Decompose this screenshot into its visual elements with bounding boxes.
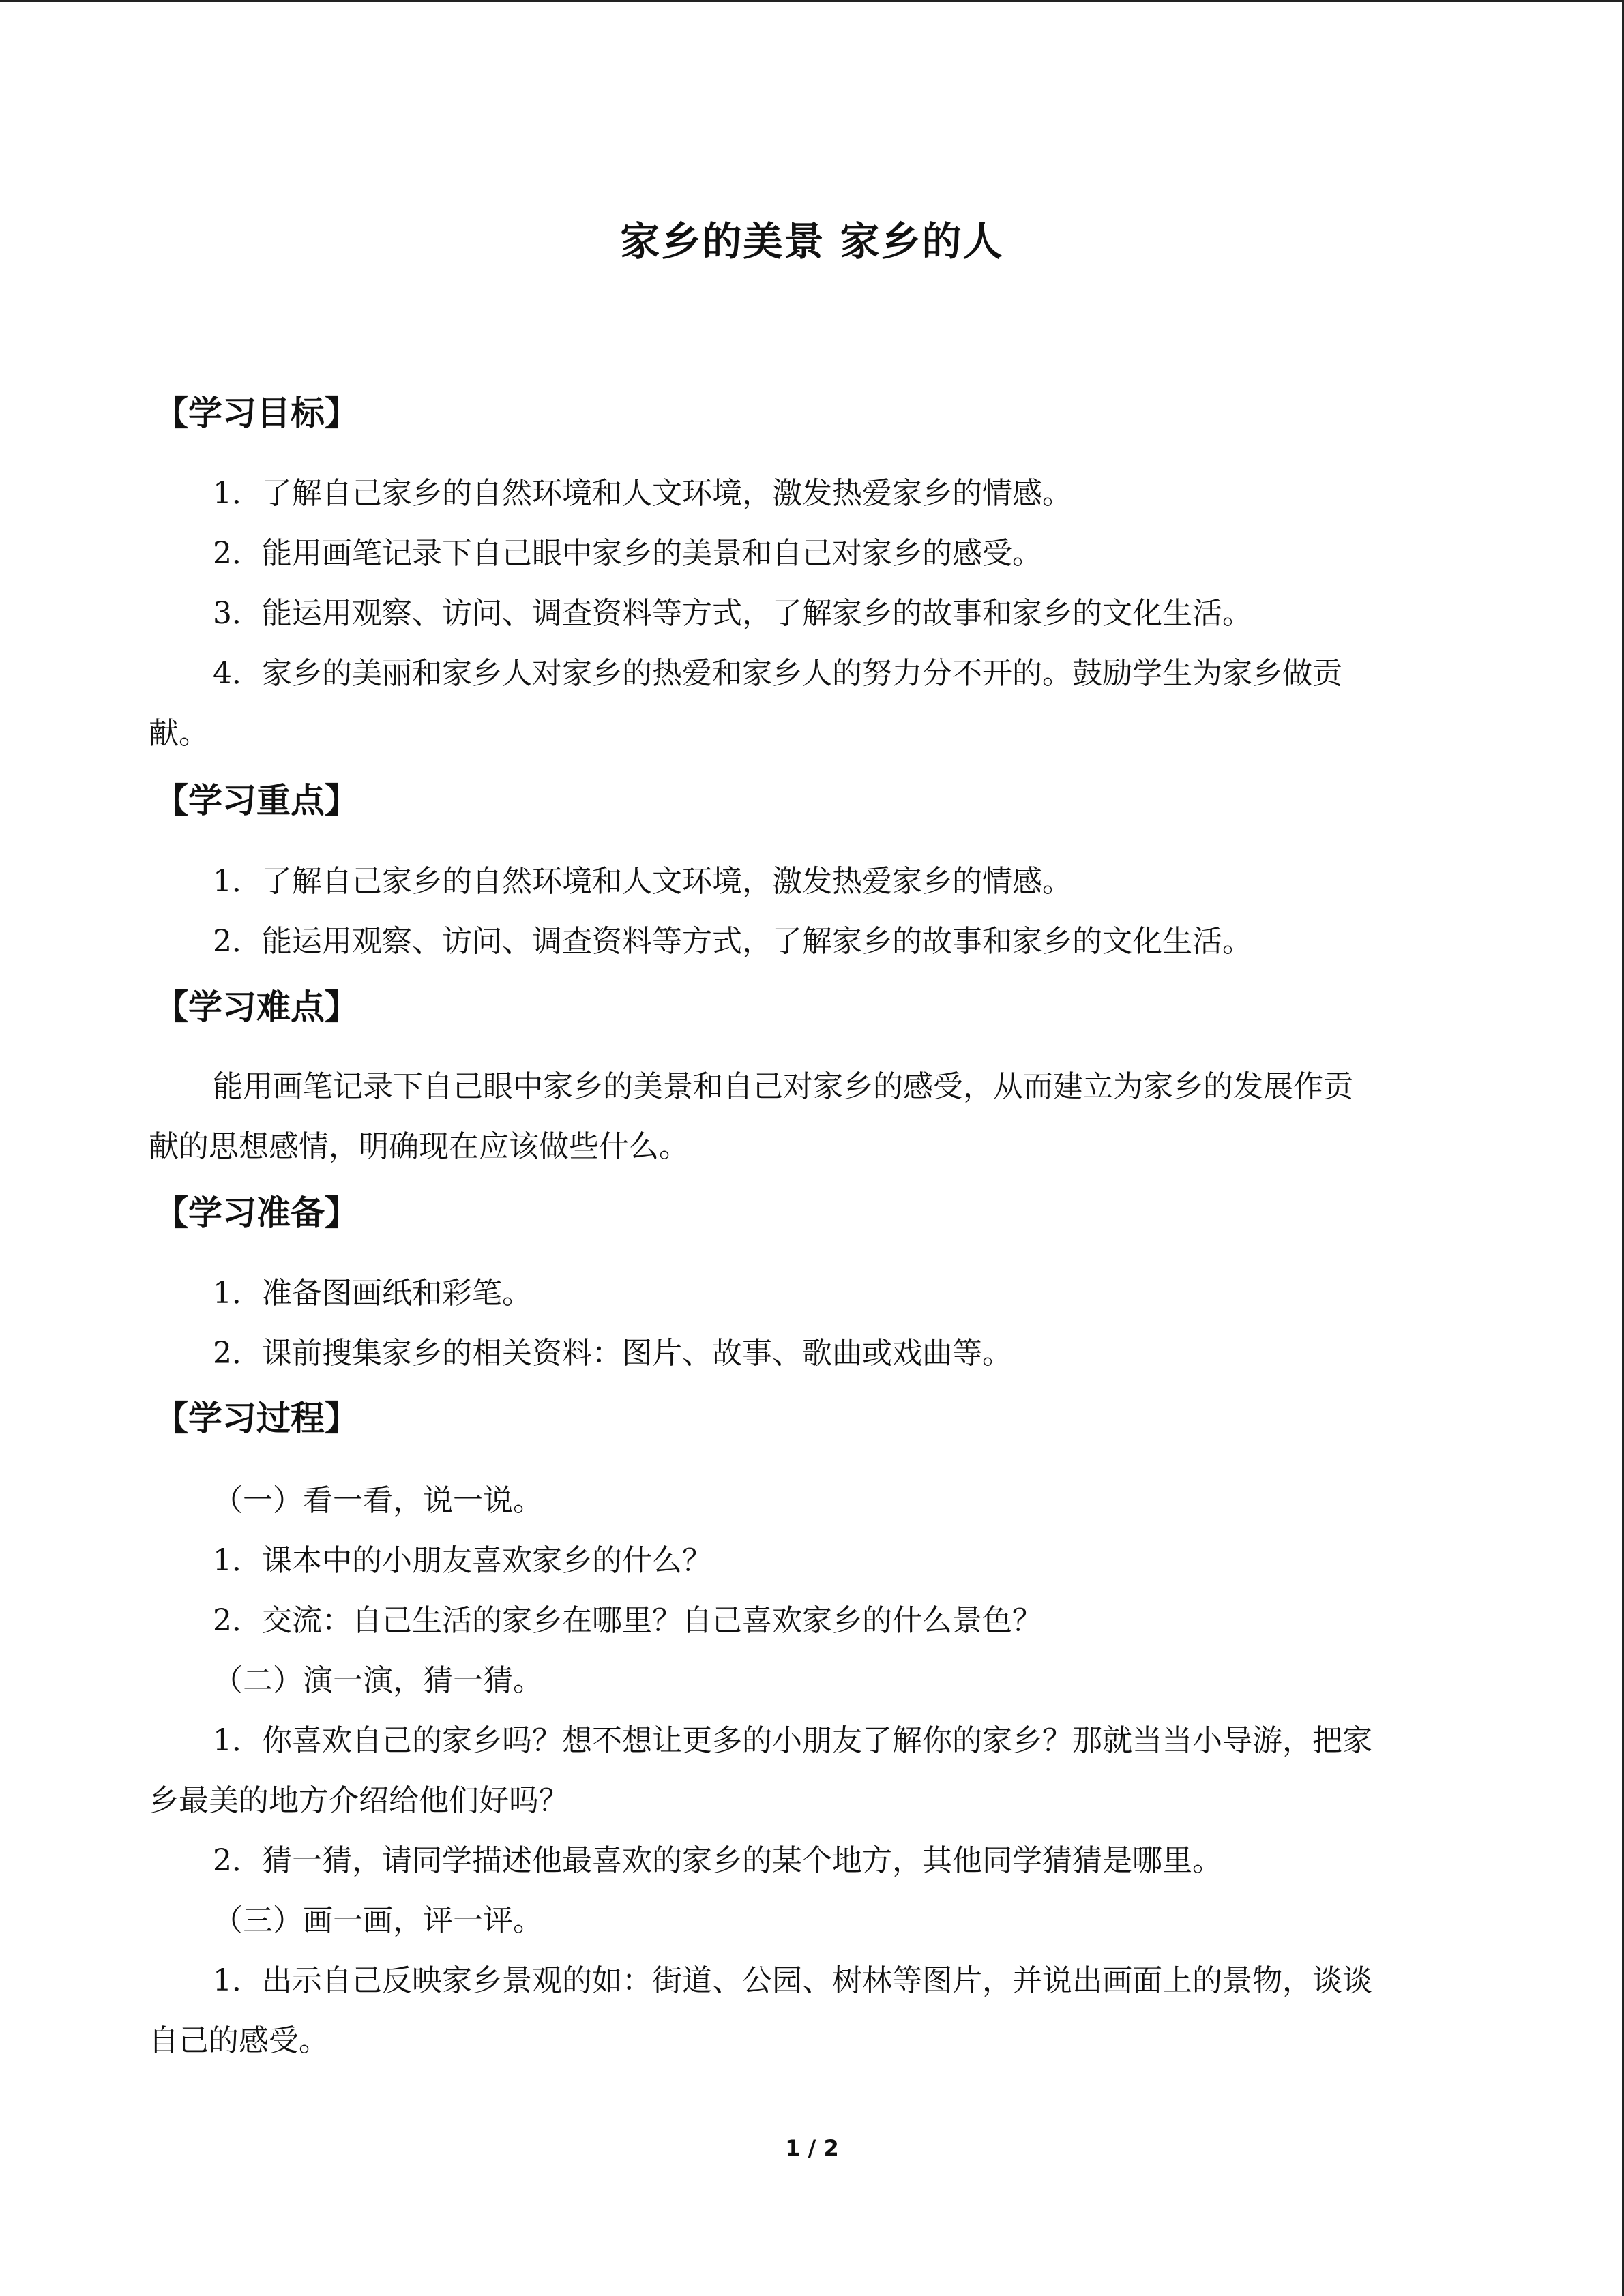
section-heading-process: 【学习过程】 [154, 1399, 359, 1438]
paragraph-line: 2．猜一猜，请同学描述他最喜欢的家乡的某个地方，其他同学猜猜是哪里。 [213, 1843, 1222, 1878]
paragraph-line: 1．你喜欢自己的家乡吗？想不想让更多的小朋友了解你的家乡？那就当当小导游，把家 [213, 1723, 1372, 1758]
section-heading-difficulties: 【学习难点】 [154, 987, 359, 1027]
paragraph-line: 能用画笔记录下自己眼中家乡的美景和自己对家乡的感受，从而建立为家乡的发展作贡 [213, 1069, 1353, 1104]
page-number: 1 / 2 [785, 2135, 839, 2161]
paragraph-line: 2．交流：自己生活的家乡在哪里？自己喜欢家乡的什么景色？ [213, 1603, 1042, 1638]
paragraph-line: 献的思想感情，明确现在应该做些什么。 [149, 1129, 689, 1164]
paragraph-line: 2．能运用观察、访问、调查资料等方式，了解家乡的故事和家乡的文化生活。 [213, 924, 1252, 959]
paragraph-line: 1．课本中的小朋友喜欢家乡的什么？ [213, 1543, 712, 1578]
section-heading-goals: 【学习目标】 [154, 393, 359, 433]
page-border-top [0, 0, 1624, 2]
paragraph-line: 1．了解自己家乡的自然环境和人文环境，激发热爱家乡的情感。 [213, 864, 1072, 899]
paragraph-line: （三）画一画，评一评。 [213, 1903, 543, 1938]
section-heading-key-points: 【学习重点】 [154, 781, 359, 820]
paragraph-line: 自己的感受。 [149, 2023, 329, 2058]
paragraph-line: 4．家乡的美丽和家乡人对家乡的热爱和家乡人的努力分不开的。鼓励学生为家乡做贡 [213, 656, 1342, 691]
paragraph-line: 3．能运用观察、访问、调查资料等方式，了解家乡的故事和家乡的文化生活。 [213, 596, 1252, 631]
paragraph-line: 2．能用画笔记录下自己眼中家乡的美景和自己对家乡的感受。 [213, 536, 1042, 571]
section-heading-preparation: 【学习准备】 [154, 1193, 359, 1233]
paragraph-line: 1．了解自己家乡的自然环境和人文环境，激发热爱家乡的情感。 [213, 476, 1072, 511]
paragraph-line: 1．出示自己反映家乡景观的如：街道、公园、树林等图片，并说出画面上的景物，谈谈 [213, 1963, 1372, 1998]
paragraph-line: 2．课前搜集家乡的相关资料：图片、故事、歌曲或戏曲等。 [213, 1336, 1012, 1371]
document-title: 家乡的美景 家乡的人 [620, 218, 1004, 265]
paragraph-line: 乡最美的地方介绍给他们好吗？ [149, 1783, 569, 1818]
paragraph-line: 1．准备图画纸和彩笔。 [213, 1276, 532, 1311]
paragraph-line: 献。 [149, 716, 209, 751]
paragraph-line: （一）看一看，说一说。 [213, 1483, 543, 1518]
paragraph-line: （二）演一演，猜一猜。 [213, 1663, 543, 1698]
